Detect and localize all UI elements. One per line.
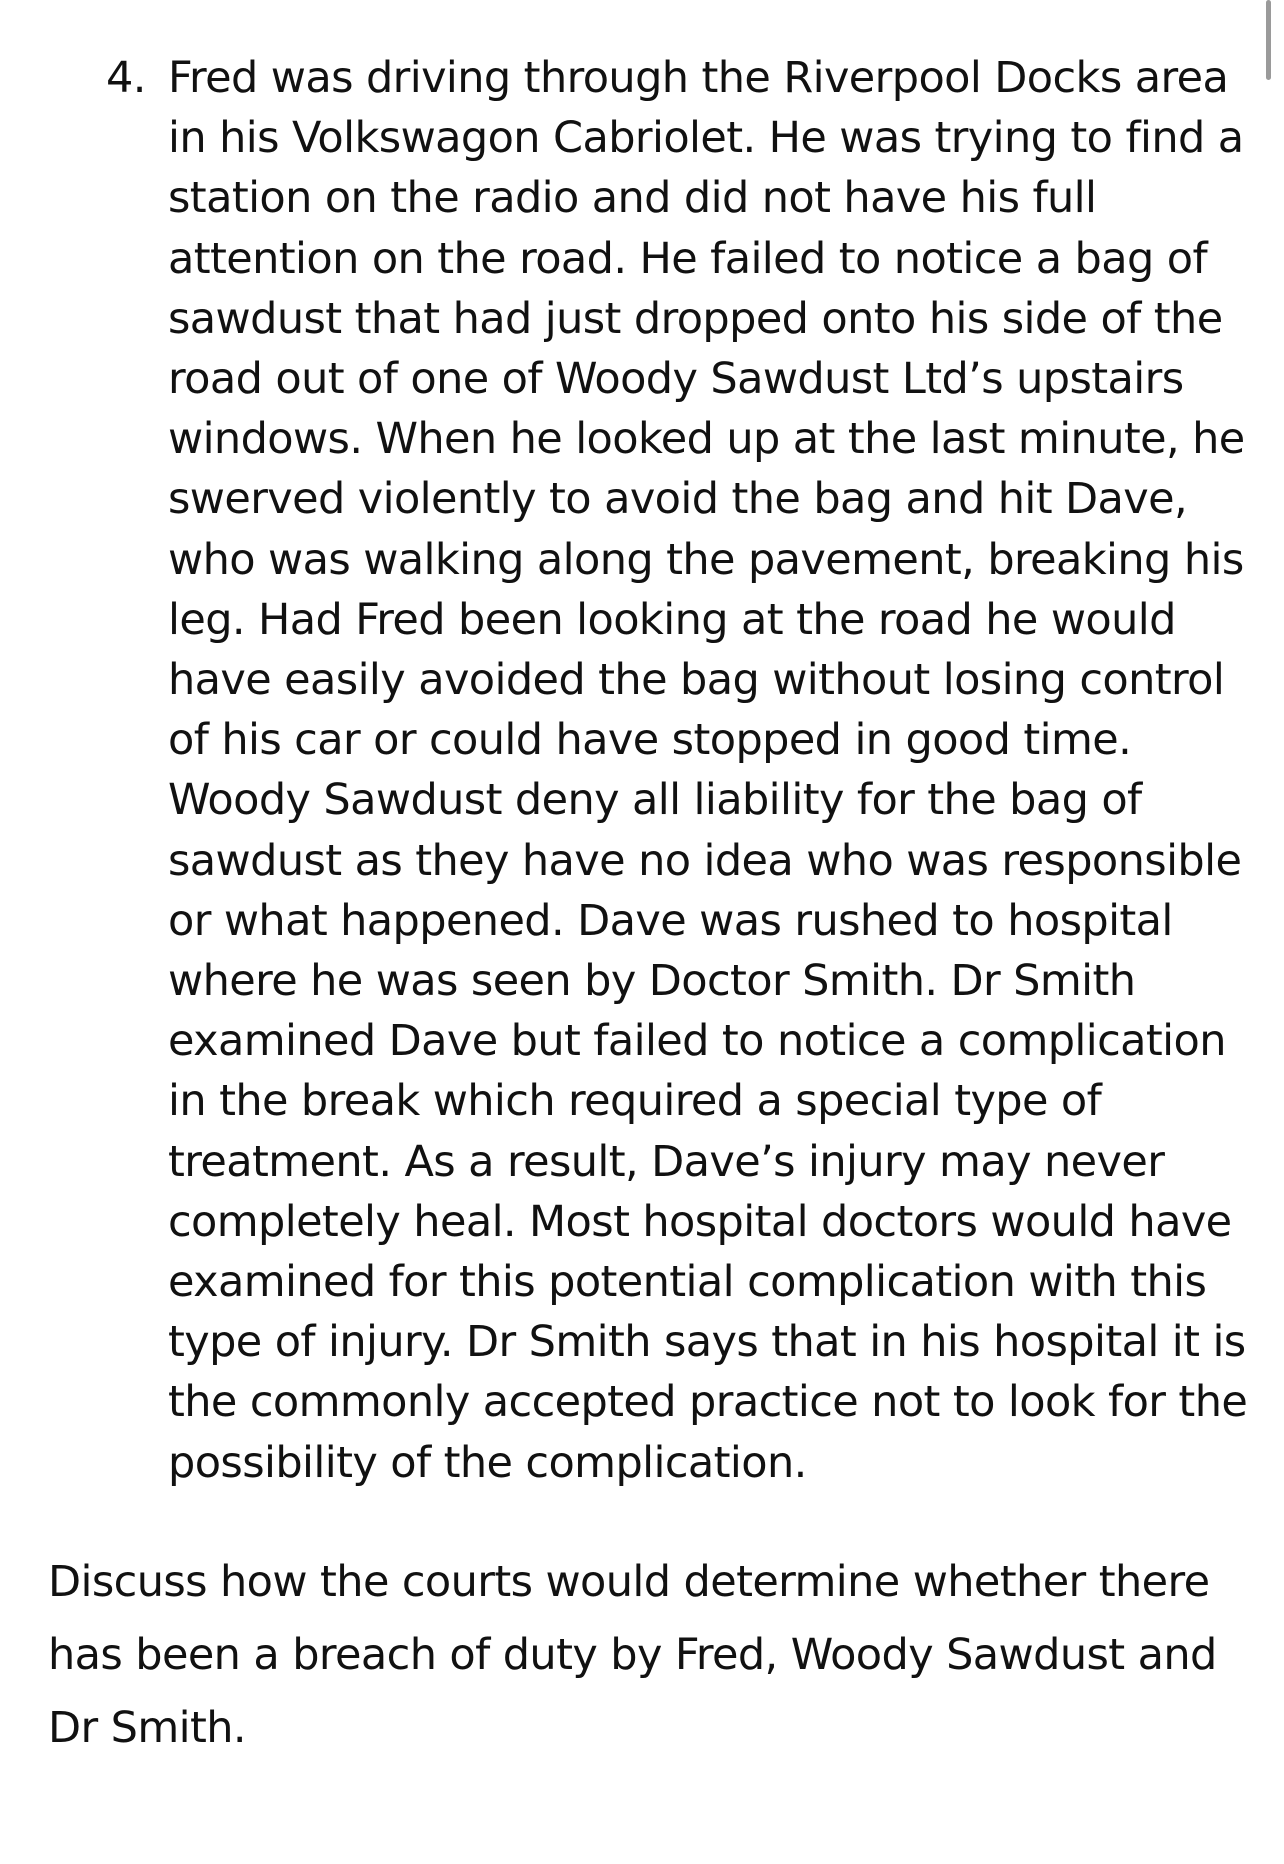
question-line: type of injury. Dr Smith says that in his hospital it is	[168, 1317, 1246, 1368]
question-line: have easily avoided the bag without losing control	[168, 655, 1225, 706]
question-line: swerved violently to avoid the bag and hit Dave,	[168, 474, 1188, 525]
prompt-line: has been a breach of duty by Fred, Woody Sawdust and	[48, 1630, 1217, 1680]
prompt-line: Discuss how the courts would determine whether there	[48, 1557, 1210, 1607]
question-line: examined Dave but failed to notice a complication	[168, 1016, 1226, 1067]
question-line: leg. Had Fred been looking at the road he would	[168, 594, 1176, 645]
question-line: completely heal. Most hospital doctors would have	[168, 1196, 1232, 1247]
discussion-prompt	[48, 1546, 1268, 1765]
question-line: sawdust that had just dropped onto his side of the	[168, 293, 1223, 344]
question-line: treatment. As a result, Dave’s injury may never	[168, 1136, 1165, 1187]
question-line: in his Volkswagon Cabriolet. He was trying to find a	[168, 113, 1244, 164]
question-line: the commonly accepted practice not to look for the	[168, 1377, 1248, 1428]
question-line: windows. When he looked up at the last minute, he	[168, 414, 1245, 465]
question-line: who was walking along the pavement, breaking his	[168, 534, 1244, 585]
prompt-line: Dr Smith.	[48, 1703, 246, 1753]
question-line: station on the radio and did not have his full	[168, 173, 1097, 224]
question-number: 4.	[106, 53, 146, 103]
question-line: Fred was driving through the Riverpool Docks area	[168, 53, 1229, 103]
question-line: where he was seen by Doctor Smith. Dr Smith	[168, 956, 1136, 1007]
question-line: sawdust as they have no idea who was responsible	[168, 835, 1242, 886]
question-line: Woody Sawdust deny all liability for the bag of	[168, 775, 1142, 826]
question-line: road out of one of Woody Sawdust Ltd’s upstairs	[168, 354, 1184, 405]
question-line: examined for this potential complication with this	[168, 1257, 1207, 1308]
question-line: or what happened. Dave was rushed to hospital	[168, 895, 1173, 946]
question-text	[168, 48, 1268, 1493]
question-line: attention on the road. He failed to notice a bag of	[168, 233, 1208, 284]
question-line: of his car or could have stopped in good time.	[168, 715, 1132, 766]
question-line: in the break which required a special type of	[168, 1076, 1102, 1127]
question-line: possibility of the complication.	[168, 1437, 807, 1488]
